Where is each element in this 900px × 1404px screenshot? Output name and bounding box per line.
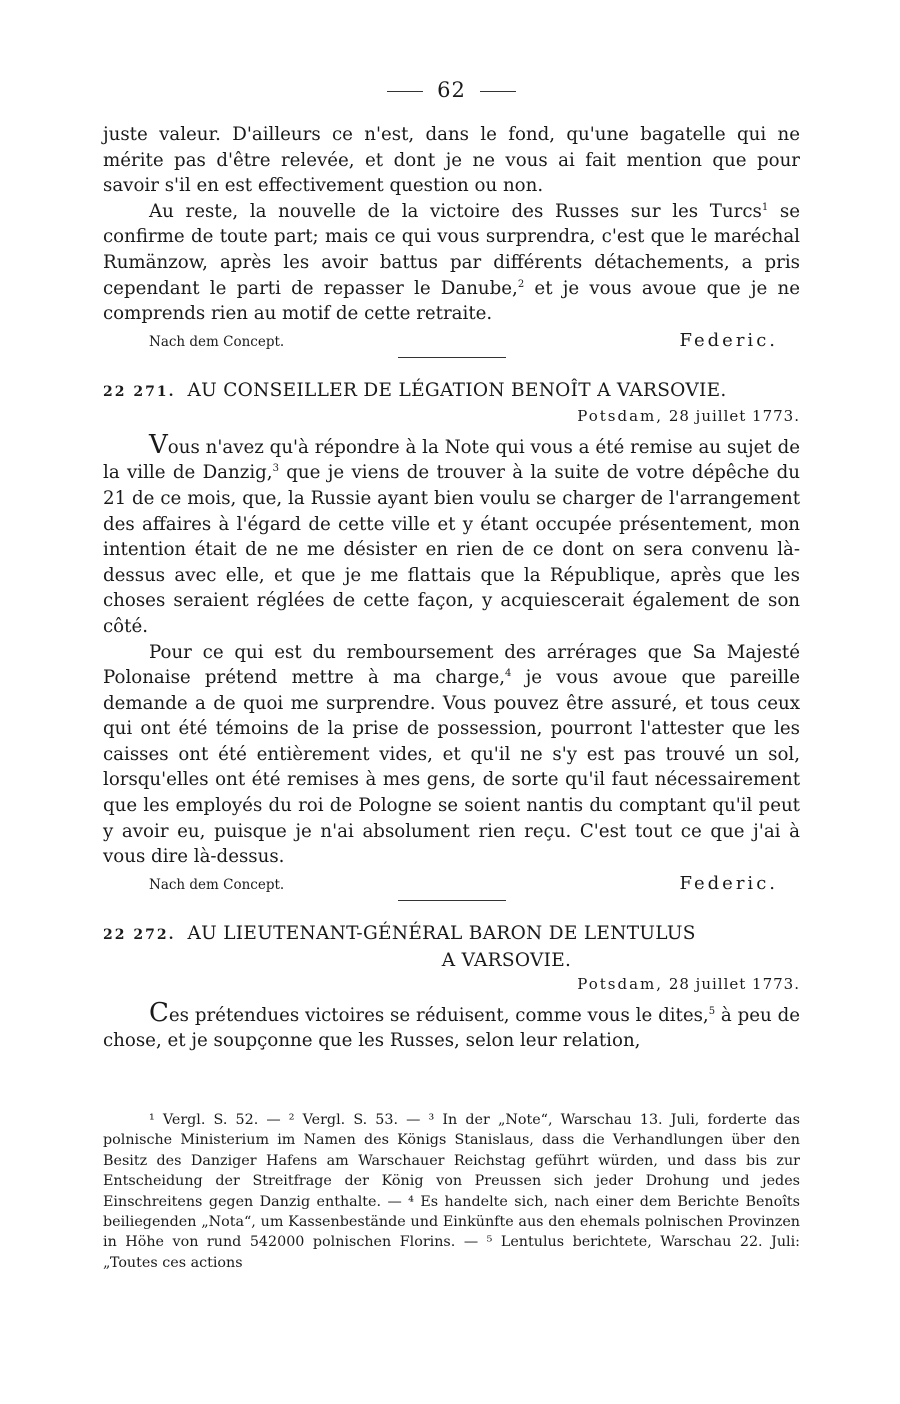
initial-letter: C bbox=[149, 997, 169, 1028]
letter-heading bbox=[103, 921, 800, 973]
letter-title: AU LIEUTENANT-GÉNÉRAL BARON DE LENTULUS bbox=[187, 922, 696, 944]
text-run: se confirme de toute part; mais ce qui vous surprendra, c'est que le maréchal Rumänzow, après les avoir battus par différents détachements, a pris cependant le parti de repasser le Danube, bbox=[103, 200, 800, 299]
paragraph bbox=[103, 997, 800, 1054]
footnotes: ¹ Vergl. S. 52. — ² Vergl. S. 53. — ³ In der „Note“, Warschau 13. Juli, forderte das polnische Ministerium im Namen des Königs Stanislaus, dass die Verhandlungen über den Besitz des Danziger Hafens am Warschauer Reichstag geführt würden, und dass bis zur Entscheidung der Streitfrage der König von Preussen sich jeder Drohung und jedes Einschreitens gegen Danzig enthalte. — ⁴ Es handelte sich, nach einer dem Berichte Benoîts beiliegenden „Nota“, um Kassenbestände und Einkünfte aus den ehemals polnischen Provinzen in Höhe von rund 542000 polnischen Florins. — ⁵ Lentulus berichtete, Warschau 22. Juli: „Toutes ces actions bbox=[103, 1112, 800, 1271]
letter-heading bbox=[103, 378, 800, 405]
source-note: Nach dem Concept. bbox=[149, 876, 285, 893]
dateline-place: Potsdam, bbox=[577, 974, 664, 993]
section-divider bbox=[398, 900, 506, 901]
footnote-ref: 4 bbox=[505, 668, 512, 680]
signature: Federic. bbox=[679, 872, 778, 894]
section-divider bbox=[398, 357, 506, 358]
page-body bbox=[103, 78, 800, 1054]
text-run: que je viens de trouver à la suite de votre dépêche du 21 de ce mois, que, la Russie ayant bien voulu se charger de l'arrangement des affaires à l'égard de cette ville et y étant occupée présentement, mon intention était de ne me désister en rien de ce dont on sera convenu là-dessus avec elle, et que je me flattais que la République, après que les choses seraient réglées de cette façon, y acquiescerait également de son côté. bbox=[103, 462, 800, 637]
text-run: Au reste, la nouvelle de la victoire des Russes sur les Turcs bbox=[149, 200, 762, 222]
text-run: à peu de chose, et je soupçonne que les Russes, selon leur relation, bbox=[103, 1004, 800, 1052]
footnote-ref: 3 bbox=[272, 463, 279, 475]
letter-title-line2: A VARSOVIE. bbox=[441, 949, 572, 971]
page-number-text: 62 bbox=[437, 78, 466, 102]
paragraph bbox=[103, 429, 800, 640]
letter-number: 22 271. bbox=[103, 383, 176, 400]
page-number bbox=[103, 78, 800, 102]
footnote-ref: 1 bbox=[761, 201, 769, 213]
dateline-date: 28 juillet 1773. bbox=[668, 406, 800, 425]
signature: Federic. bbox=[679, 329, 778, 351]
folio-dash-right bbox=[480, 91, 516, 92]
text-run: es prétendues victoires se réduisent, comme vous le dites, bbox=[168, 1004, 709, 1026]
paragraph bbox=[103, 199, 800, 327]
signature-row bbox=[103, 330, 800, 351]
letter-title: AU CONSEILLER DE LÉGATION BENOÎT A VARSOVIE. bbox=[187, 379, 727, 401]
initial-letter: V bbox=[149, 429, 168, 460]
letter-number: 22 272. bbox=[103, 926, 176, 943]
dateline bbox=[103, 405, 800, 427]
text-run: ous n'avez qu'à répondre à la Note qui vous a été remise au sujet de la ville de Danzig, bbox=[103, 436, 800, 484]
footnote-ref: 2 bbox=[517, 278, 525, 290]
text-run: Pour ce qui est du remboursement des arrérages que Sa Majesté Polonaise prétend mettre à ma charge, bbox=[103, 641, 800, 689]
dateline-place: Potsdam, bbox=[577, 406, 664, 425]
footnote-ref: 5 bbox=[708, 1005, 716, 1017]
text-run: et je vous avoue que je ne comprends rien au motif de cette retraite. bbox=[103, 277, 800, 325]
dateline-date: 28 juillet 1773. bbox=[668, 974, 800, 993]
dateline bbox=[103, 973, 800, 995]
folio-dash-left bbox=[387, 91, 423, 92]
signature-row bbox=[103, 873, 800, 894]
text-run: je vous avoue que pareille demande a de quoi me surprendre. Vous pouvez être assuré, et tous ceux qui ont été témoins de la prise de possession, pourront l'attester que les caisses ont été entièrement vides, et qu'il ne s'y est pas trouvé un sol, lorsqu'elles ont été remises à mes gens, de sorte qu'il faut nécessairement que les employés du roi de Pologne se soient nantis du comptant qu'il peut y avoir eu, puisque je n'ai absolument rien reçu. C'est tout ce que j'ai à vous dire là-dessus. bbox=[103, 667, 801, 868]
paragraph bbox=[103, 640, 800, 870]
source-note: Nach dem Concept. bbox=[149, 333, 285, 350]
paragraph: juste valeur. D'ailleurs ce n'est, dans le fond, qu'une bagatelle qui ne mérite pas d'être relevée, et dont je ne vous ai fait mention que pour savoir s'il en est effectivement question ou non. bbox=[103, 124, 800, 197]
